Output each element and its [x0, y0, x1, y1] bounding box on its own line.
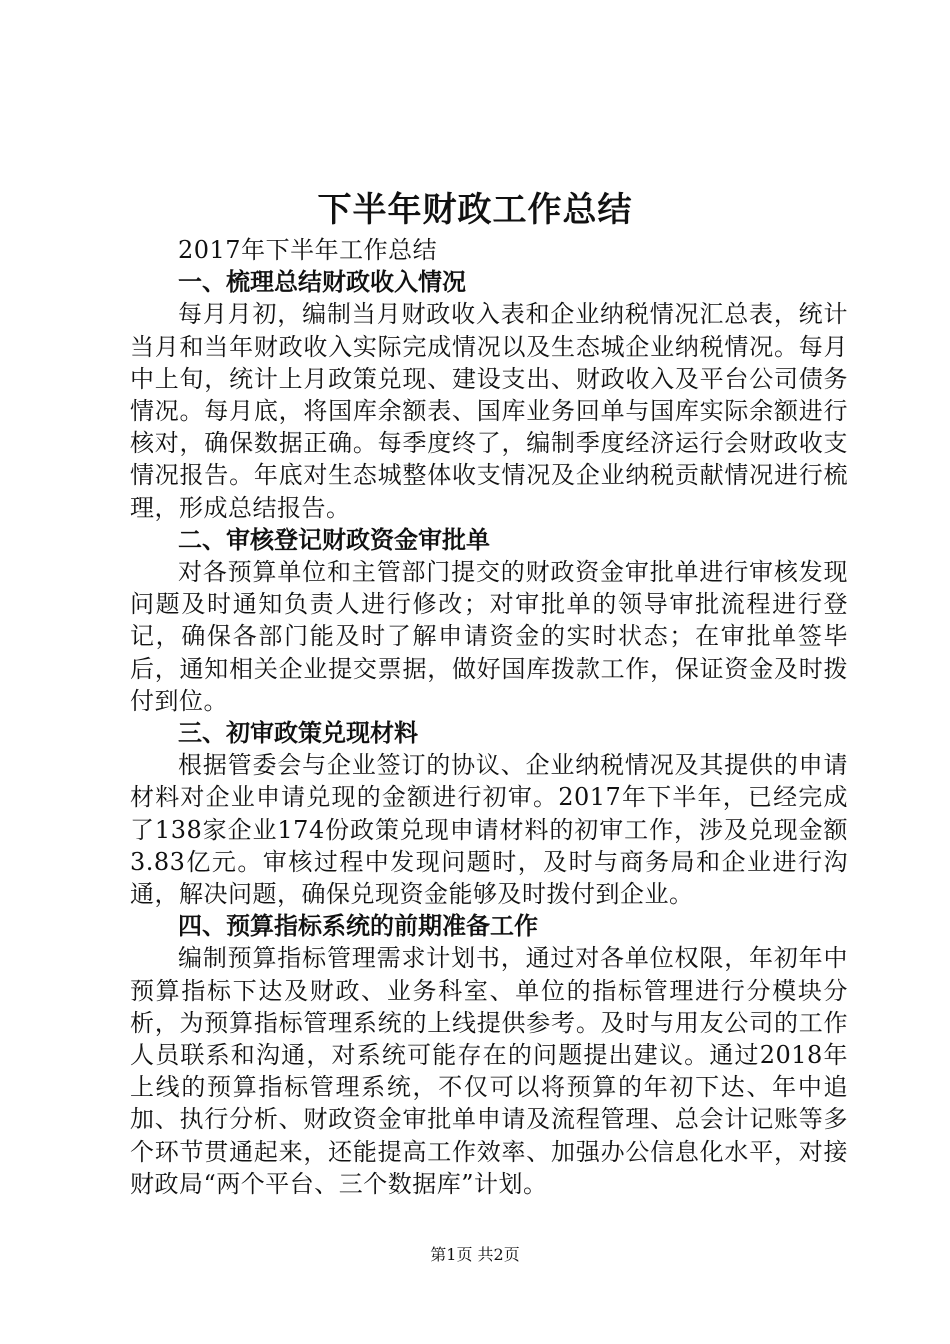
section-text-1: 每月月初，编制当月财政收入表和企业纳税情况汇总表，统计当月和当年财政收入实际完成情况以及生态城企业纳税情况。每月中上旬，统计上月政策兑现、建设支出、财政收入及平台公司债务情况。每月底，将国库余额表、国库业务回单与国库实际余额进行核对，确保数据正确。每季度终了，编制季度经济运行会财政收支情况报告。年底对生态城整体收支情况及企业纳税贡献情况进行梳理，形成总结报告。 — [130, 300, 848, 522]
section-heading-3: 三、初审政策兑现材料 — [178, 719, 418, 748]
document-body — [130, 234, 848, 1200]
section-heading-2: 二、审核登记财政资金审批单 — [178, 525, 490, 554]
section-heading-1: 一、梳理总结财政收入情况 — [178, 268, 466, 297]
section-text-3: 根据管委会与企业签订的协议、企业纳税情况及其提供的申请材料对企业申请兑现的金额进行初审。2017年下半年，已经完成了138家企业174份政策兑现申请材料的初审工作，涉及兑现金额3.83亿元。审核过程中发现问题时，及时与商务局和企业进行沟通，解决问题，确保兑现资金能够及时拨付到企业。 — [130, 751, 848, 909]
section-heading-4: 四、预算指标系统的前期准备工作 — [178, 912, 538, 941]
section-text-4: 编制预算指标管理需求计划书，通过对各单位权限，年初年中预算指标下达及财政、业务科室、单位的指标管理进行分模块分析，为预算指标管理系统的上线提供参考。及时与用友公司的工作人员联系和沟通，对系统可能存在的问题提出建议。通过2018年上线的预算指标管理系统，不仅可以将预算的年初下达、年中追加、执行分析、财政资金审批单申请及流程管理、总会计记账等多个环节贯通起来，还能提高工作效率、加强办公信息化水平，对接财政局“两个平台、三个数据库”计划。 — [130, 944, 848, 1198]
document-subtitle: 2017年下半年工作总结 — [178, 236, 438, 264]
document-title: 下半年财政工作总结 — [317, 190, 633, 230]
section-text-2: 对各预算单位和主管部门提交的财政资金审批单进行审核发现问题及时通知负责人进行修改；对审批单的领导审批流程进行登记，确保各部门能及时了解申请资金的实时状态；在审批单签毕后，通知相关企业提交票据，做好国库拨款工作，保证资金及时拨付到位。 — [130, 558, 848, 715]
page-footer: 第1页 共2页 — [430, 1245, 520, 1264]
